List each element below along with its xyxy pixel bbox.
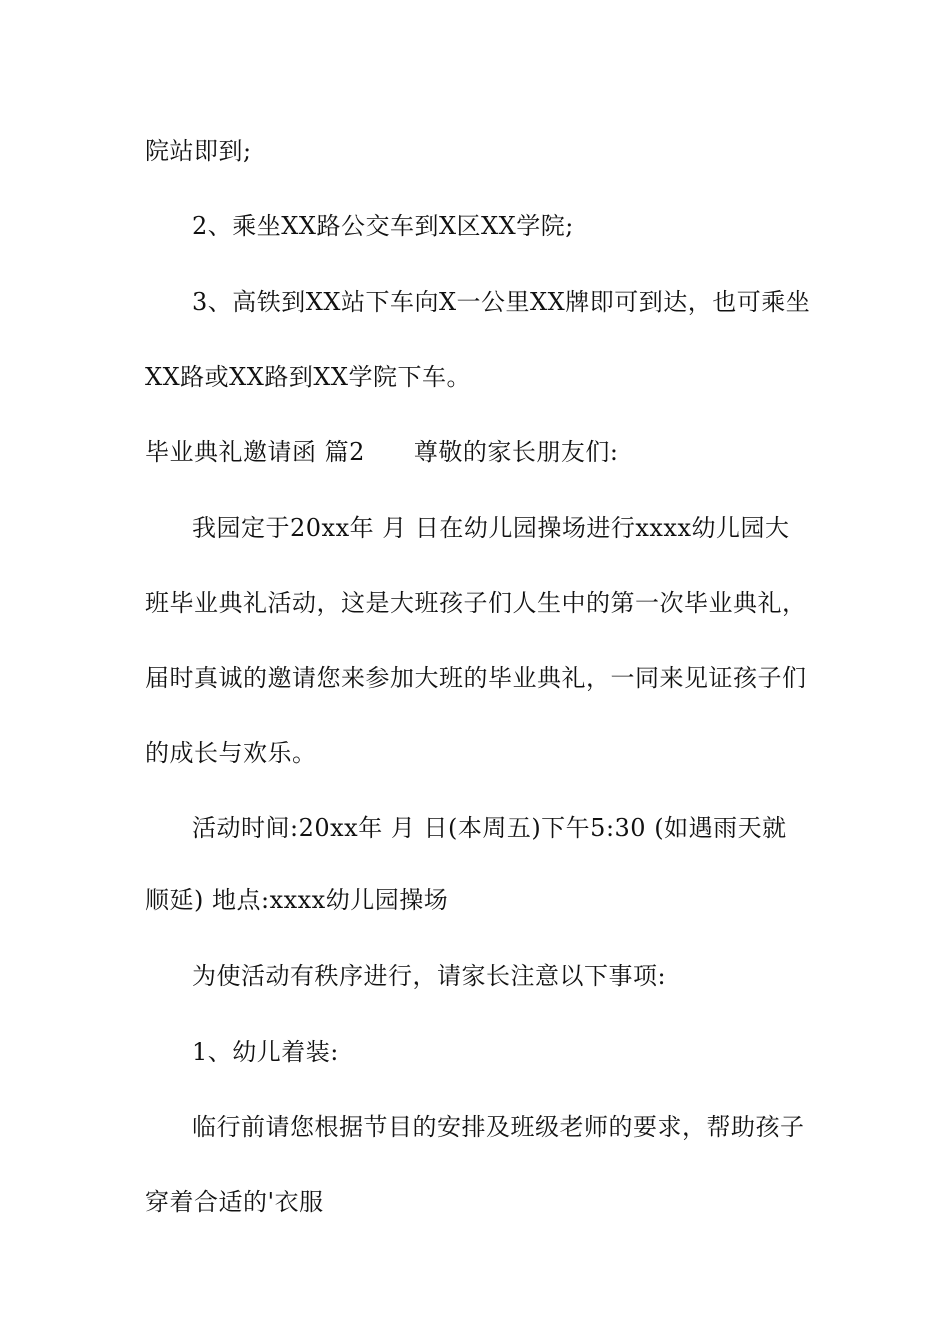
text-line-10: 活动时间:20xx年 月 日(本周五)下午5:30 (如遇雨天就 bbox=[192, 814, 787, 842]
text-line-9: 的成长与欢乐。 bbox=[145, 739, 317, 767]
text-line-13: 1、幼儿着装: bbox=[192, 1038, 339, 1066]
text-line-14: 临行前请您根据节目的安排及班级老师的要求，帮助孩子 bbox=[192, 1113, 805, 1141]
section-heading: 毕业典礼邀请函 篇2 尊敬的家长朋友们: bbox=[145, 438, 619, 466]
text-line-2: 2、乘坐XX路公交车到X区XX学院; bbox=[192, 212, 574, 240]
text-line-4: XX路或XX路到XX学院下车。 bbox=[145, 363, 472, 391]
text-line-11: 顺延) 地点:xxxx幼儿园操场 bbox=[145, 886, 449, 914]
text-line-3: 3、高铁到XX站下车向X一公里XX牌即可到达，也可乘坐 bbox=[192, 288, 811, 316]
text-line-6: 我园定于20xx年 月 日在幼儿园操场进行xxxx幼儿园大 bbox=[192, 514, 790, 542]
text-line-8: 届时真诚的邀请您来参加大班的毕业典礼，一同来见证孩子们 bbox=[145, 664, 807, 692]
text-line-7: 班毕业典礼活动，这是大班孩子们人生中的第一次毕业典礼， bbox=[145, 589, 807, 617]
text-line-1: 院站即到; bbox=[145, 137, 252, 165]
text-line-12: 为使活动有秩序进行，请家长注意以下事项: bbox=[192, 962, 667, 990]
text-line-15: 穿着合适的'衣服 bbox=[145, 1188, 324, 1216]
